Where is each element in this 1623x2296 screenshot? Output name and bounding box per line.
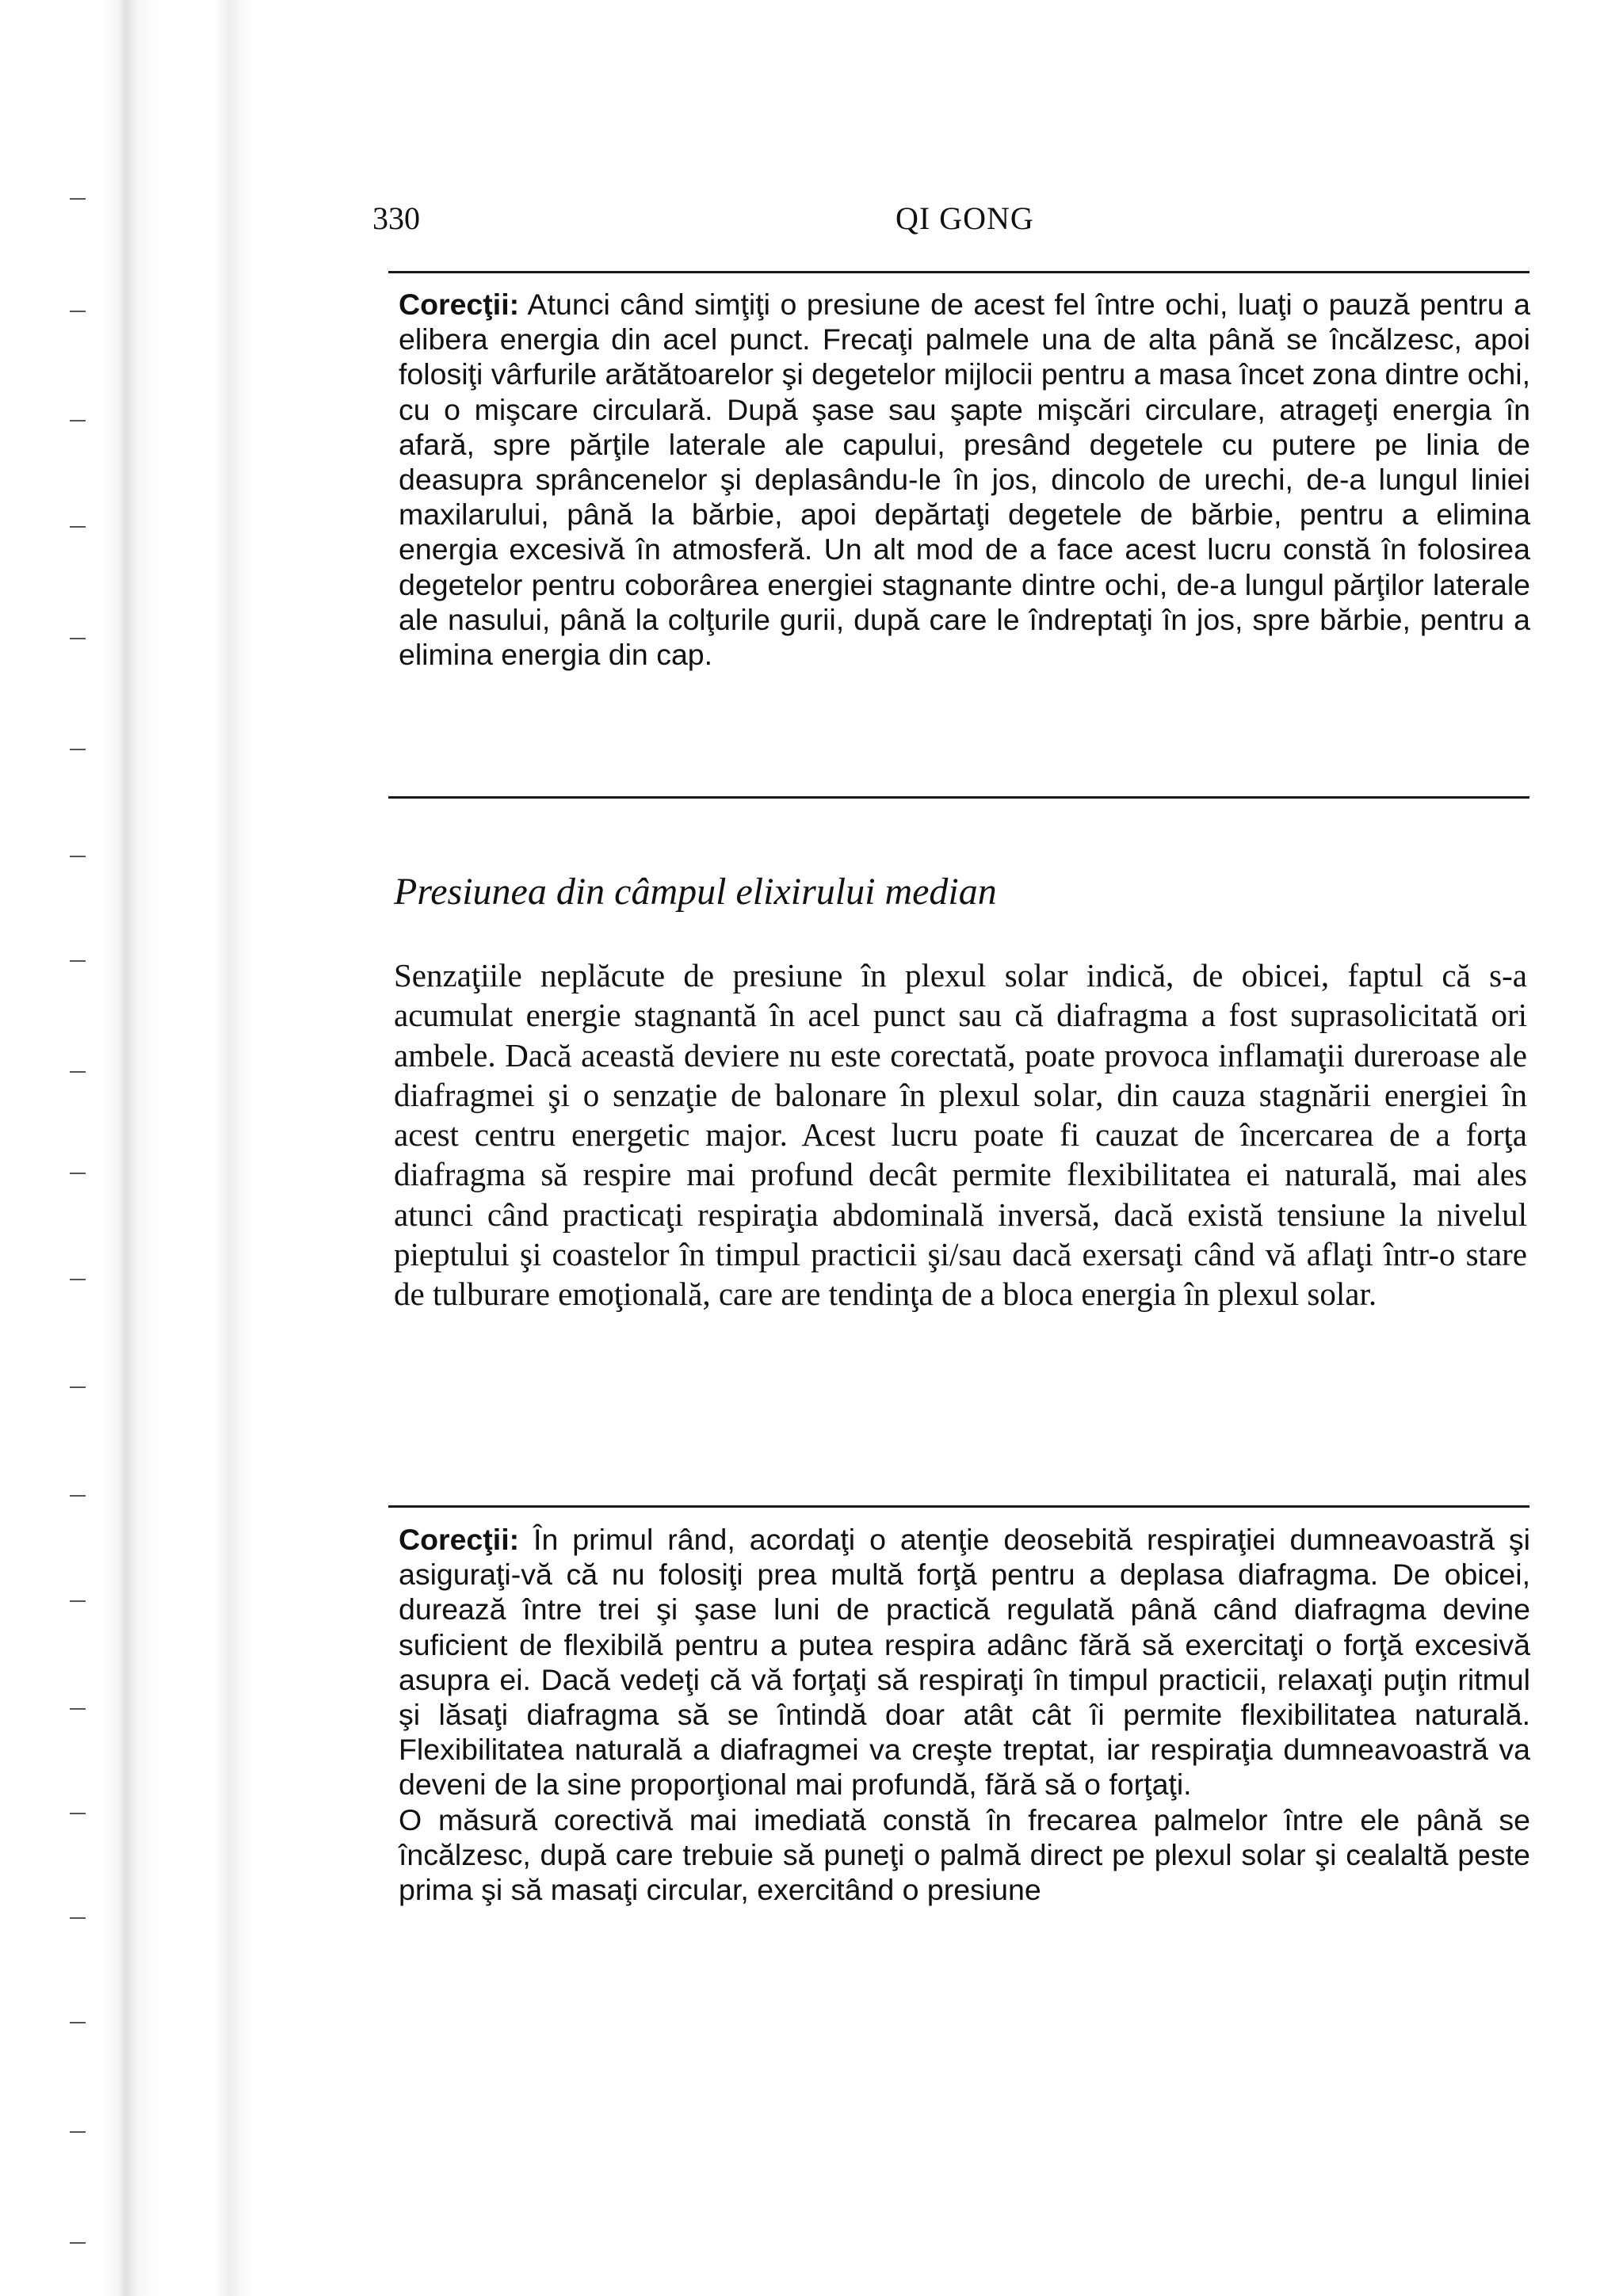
margin-mark [70,1813,86,1814]
section-body: Senzaţiile neplăcute de presiune în plexul solar indică, de obicei, faptul că s-a acumulat energie stagnantă în acel punct sau că diafragma a fost suprasolicitată ori ambele. Dacă această deviere nu este corectată, poate provoca inflamaţii dureroase ale diafragmei şi o senzaţie de balonare în plexul solar, din cauza stagnării energiei în acest centru energetic major. Acest lucru poate fi cauzat de încercarea de a forţa diafragma să respire mai profund decât permite flexibilitatea ei naturală, mai ales atunci când practicaţi respiraţia abdominală inversă, dacă există tensiune la nivelul pieptului şi coastelor în timpul practicii şi/sau dacă exersaţi când vă aflaţi într-o stare de tulburare emoţională, care are tendinţa de a bloca energia în plexul solar. [394,957,1527,1313]
margin-mark [70,420,86,421]
margin-mark [70,1495,86,1497]
running-title: QI GONG [896,200,1034,236]
margin-mark [70,526,86,528]
correction-paragraph-2: O măsură corectivă mai imediată constă în frecarea palmelor între ele până se încălzesc, după care trebuie să puneţi o palmă direct pe plexul solar şi cealaltă peste prima şi să masaţi circular, exercitând o presiune [399,1802,1530,1907]
margin-mark [70,1173,86,1174]
margin-mark [70,1279,86,1280]
margin-mark [70,311,86,312]
margin-mark [70,1708,86,1710]
correction-box-1 [399,287,1530,672]
margin-mark [70,1917,86,1919]
box-bottom-rule [388,796,1529,799]
margin-mark [70,2022,86,2023]
margin-mark [70,960,86,962]
page-header [372,200,1529,239]
margin-mark [70,2131,86,2133]
correction-text: În primul rând, acordaţi o atenţie deosebită respiraţiei dumneavoastră şi asiguraţi-vă că nu folosiţi prea multă forţă pentru a deplasa diafragma. De obicei, durează între trei şi şase luni de practică regulată până când diafragma devine suficient de flexibilă pentru a putea respira adânc fără să exercitaţi o forţă excesivă asupra ei. Dacă vedeţi că vă forţaţi să respiraţi în timpul practicii, relaxaţi puţin ritmul şi lăsaţi diafragma să se întindă doar atât cât îi permite flexibilitatea naturală. Flexibilitatea naturală a diafragmei va creşte treptat, iar respiraţia dumneavoastră va deveni de la sine proporţional mai profundă, fără să o forţaţi. [399,1523,1530,1802]
page-number: 330 [372,200,420,236]
scanned-binding-edge [0,0,269,2296]
section-heading: Presiunea din câmpul elixirului median [394,871,997,913]
margin-mark [70,2242,86,2244]
margin-mark [70,1071,86,1073]
correction-label: Corecţii: [399,1523,520,1556]
box-top-rule [388,1505,1529,1508]
correction-paragraph [399,1522,1530,1802]
box-top-rule [388,271,1529,273]
margin-mark [70,638,86,639]
margin-mark [70,1386,86,1388]
correction-label: Corecţii: [399,288,520,321]
margin-mark [70,856,86,857]
margin-mark [70,749,86,750]
margin-mark [70,198,86,200]
correction-box-2 [399,1522,1530,1907]
correction-text: Atunci când simţiţi o presiune de acest fel între ochi, luaţi o pauză pentru a elibera energia din acel punct. Frecaţi palmele una de alta până se încălzesc, apoi folosiţi vârfurile arătătoarelor şi degetelor mijlocii pentru a masa încet zona dintre ochi, cu o mişcare circulară. După şase sau şapte mişcări circulare, atrageţi energia în afară, spre părţile laterale ale capului, presând degetele cu putere pe linia de deasupra sprâncenelor şi deplasându-le în jos, dincolo de urechi, de-a lungul liniei maxilarului, până la bărbie, apoi depărtaţi degetele de bărbie, pentru a elimina energia excesivă în atmosferă. Un alt mod de a face acest lucru constă în folosirea degetelor pentru coborârea energiei stagnante dintre ochi, de-a lungul părţilor laterale ale nasului, până la colţurile gurii, după care le îndreptaţi în jos, spre bărbie, pentru a elimina energia din cap. [399,288,1530,672]
margin-mark [70,1600,86,1602]
